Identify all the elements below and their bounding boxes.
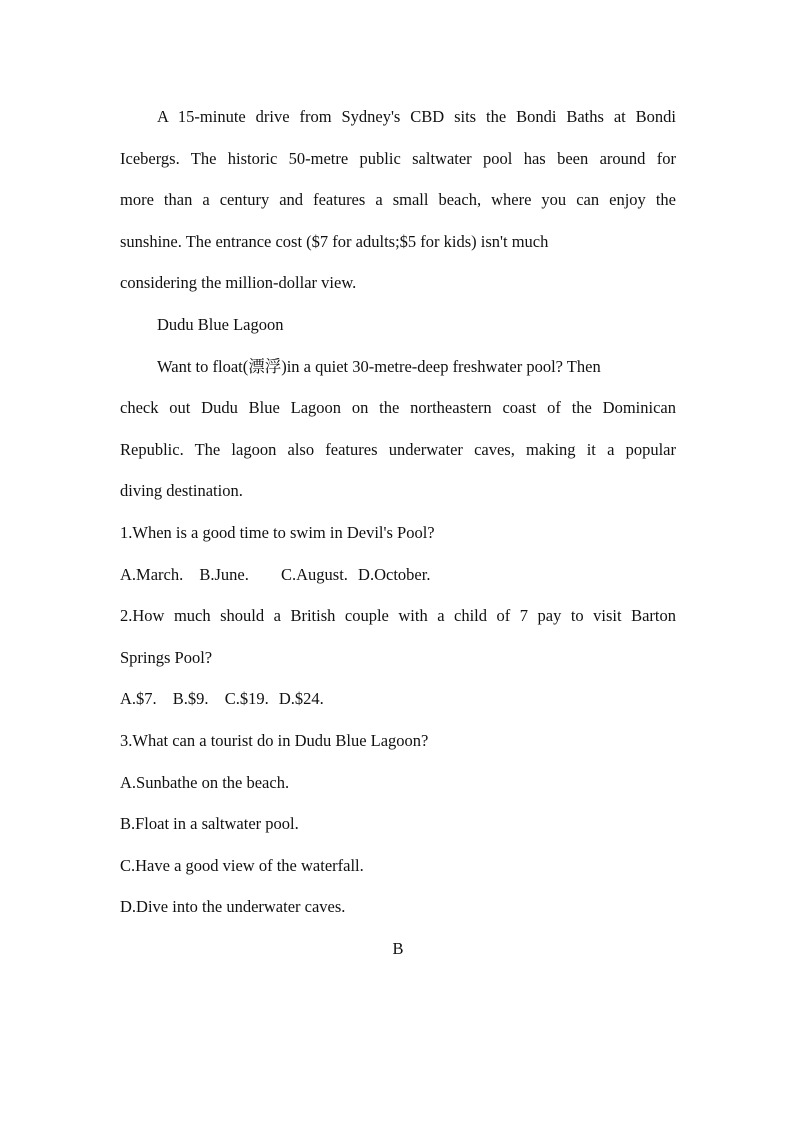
- question-2-stem-line-1: 2.How much should a British couple with a child of 7 pay to visit Barton: [120, 606, 676, 626]
- bondi-line-3: more than a century and features a small beach, where you can enjoy the: [120, 190, 676, 210]
- question-1-options: [120, 554, 676, 596]
- dudu-line-1: Want to float(漂浮)in a quiet 30-metre-deep freshwater pool? Then: [157, 356, 601, 376]
- question-2-option-a: A.$7.: [120, 689, 157, 709]
- bondi-line-5: considering the million-dollar view.: [120, 273, 357, 293]
- dudu-line-4: diving destination.: [120, 481, 243, 501]
- question-2-option-b: B.$9.: [172, 689, 209, 709]
- question-2-option-d: D.$24.: [278, 689, 324, 709]
- question-2: [120, 595, 676, 720]
- document-body: [120, 96, 676, 969]
- question-2-stem-line-2: Springs Pool?: [120, 647, 213, 667]
- question-1-option-c: C.August.: [280, 564, 348, 584]
- dudu-paragraph: [120, 346, 676, 512]
- question-2-option-c: C.$19.: [224, 689, 269, 709]
- question-2-options: [120, 678, 676, 720]
- question-1-option-d: D.October.: [358, 564, 431, 584]
- question-1-stem: 1.When is a good time to swim in Devil's Pool?: [120, 522, 435, 542]
- question-3-option-d: D.Dive into the underwater caves.: [120, 897, 346, 917]
- question-3-option-a: A.Sunbathe on the beach.: [120, 772, 290, 792]
- dudu-line-2: check out Dudu Blue Lagoon on the northeastern coast of the Dominican: [120, 398, 676, 418]
- question-1-option-b: B.June.: [199, 564, 249, 584]
- question-1: [120, 512, 676, 595]
- bondi-line-1: A 15-minute drive from Sydney's CBD sits the Bondi Baths at Bondi: [157, 107, 676, 126]
- bondi-line-4: sunshine. The entrance cost ($7 for adults;$5 for kids) isn't much: [120, 231, 549, 251]
- bondi-paragraph: [120, 96, 676, 304]
- question-1-option-a: A.March.: [120, 564, 184, 584]
- question-3-option-c: C.Have a good view of the waterfall.: [120, 855, 364, 875]
- dudu-heading: Dudu Blue Lagoon: [157, 314, 284, 334]
- bondi-line-2: Icebergs. The historic 50-metre public saltwater pool has been around for: [120, 148, 676, 168]
- question-3-option-b: B.Float in a saltwater pool.: [120, 814, 299, 834]
- question-3-stem: 3.What can a tourist do in Dudu Blue Lagoon?: [120, 730, 429, 750]
- section-label: B: [392, 938, 404, 958]
- question-3: [120, 720, 676, 928]
- dudu-line-3: Republic. The lagoon also features underwater caves, making it a popular: [120, 439, 676, 459]
